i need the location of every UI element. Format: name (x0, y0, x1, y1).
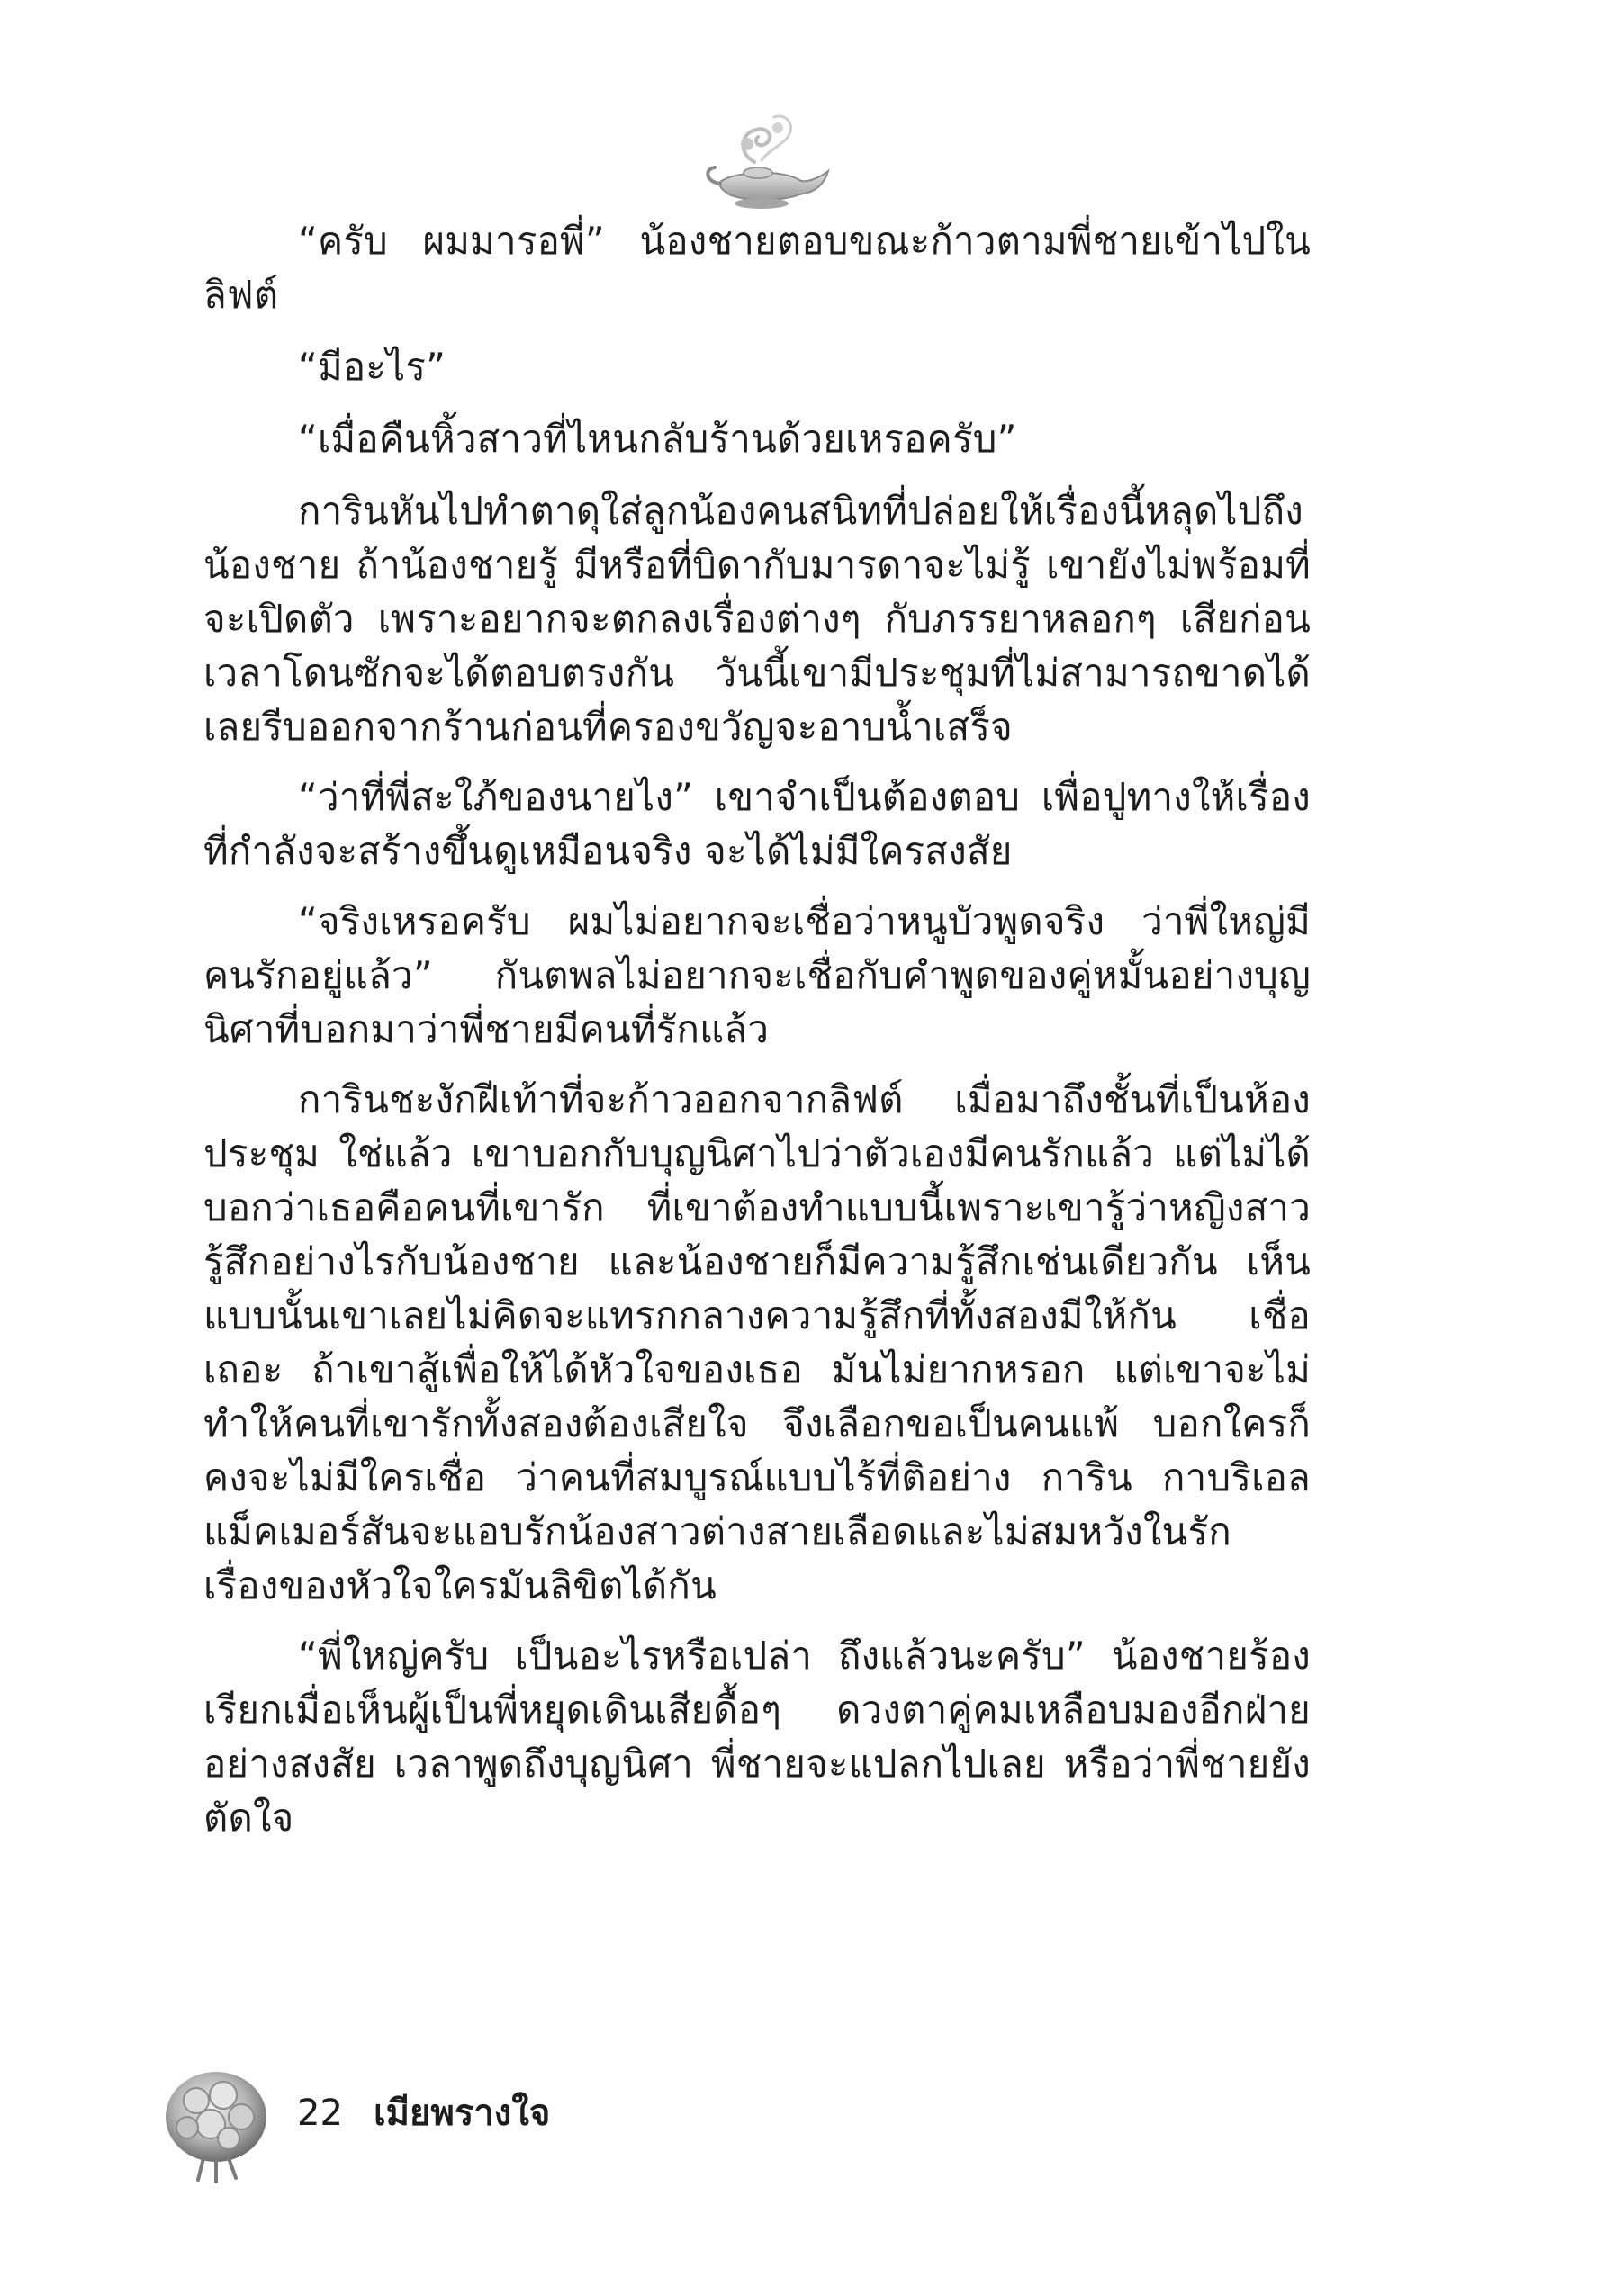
paragraph: “ว่าที่พี่สะใภ้ของนายไง” เขาจำเป็นต้องตอบ เพื่อปูทางให้เรื่องที่กำลังจะสร้างขึ้นดูเหมือนจริง จะได้ไม่มีใครสงสัย (203, 775, 1311, 873)
paragraph: “มีอะไร” (298, 345, 446, 389)
paragraph: การินหันไปทำตาดุใส่ลูกน้องคนสนิทที่ปล่อยให้เรื่องนี้หลุดไปถึงน้องชาย ถ้าน้องชายรู้ มีหรือที่บิดากับมารดาจะไม่รู้ เขายังไม่พร้อมที่จะเปิดตัว เพราะอยากจะตกลงเรื่องต่างๆ กับภรรยาหลอกๆ เสียก่อน เวลาโดนซักจะได้ตอบตรงกัน วันนี้เขามีประชุมที่ไม่สามารถขาดได้ เลยรีบออกจากร้านก่อนที่ครองขวัญจะอาบน้ำเสร็จ (203, 489, 1311, 749)
flower-bouquet-icon (153, 2061, 279, 2187)
lamp-ornament-icon (684, 108, 837, 216)
book-title: เมียพรางใจ (374, 2093, 551, 2134)
body-text (203, 214, 1311, 1861)
page-footer (144, 2061, 684, 2187)
paragraph: การินชะงักฝีเท้าที่จะก้าวออกจากลิฟต์ เมื่อมาถึงชั้นที่เป็นห้องประชุม ใช่แล้ว เขาบอกกับบุญนิศาไปว่าตัวเองมีคนรักแล้ว แต่ไม่ได้บอกว่าเธอคือคนที่เขารัก ที่เขาต้องทำแบบนี้เพราะเขารู้ว่าหญิงสาวรู้สึกอย่างไรกับน้องชาย และน้องชายก็มีความรู้สึกเช่นเดียวกัน เห็นแบบนั้นเขาเลยไม่คิดจะแทรกกลางความรู้สึกที่ทั้งสองมีให้กัน เชื่อเถอะ ถ้าเขาสู้เพื่อให้ได้หัวใจของเธอ มันไม่ยากหรอก แต่เขาจะไม่ทำให้คนที่เขารักทั้งสองต้องเสียใจ จึงเลือกขอเป็นคนแพ้ บอกใครก็คงจะไม่มีใครเชื่อ ว่าคนที่สมบูรณ์แบบไร้ที่ติอย่าง การิน กาบริเอล แม็คเมอร์สันจะแอบรักน้องสาวต่างสายเลือดและไม่สมหวังในรัก เรื่องของหัวใจใครมันลิขิตได้กัน (203, 1077, 1311, 1607)
page-number: 22 (297, 2093, 343, 2134)
paragraph: “เมื่อคืนหิ้วสาวที่ไหนกลับร้านด้วยเหรอครับ” (298, 417, 1017, 461)
paragraph: “จริงเหรอครับ ผมไม่อยากจะเชื่อว่าหนูบัวพูดจริง ว่าพี่ใหญ่มีคนรักอยู่แล้ว” กันตพลไม่อยากจะเชื่อกับคำพูดของคู่หมั้นอย่างบุญนิศาที่บอกมาว่าพี่ชายมีคนที่รักแล้ว (203, 899, 1311, 1051)
paragraph: “ครับ ผมมารอพี่” น้องชายตอบขณะก้าวตามพี่ชายเข้าไปในลิฟต์ (203, 219, 1311, 317)
paragraph: “พี่ใหญ่ครับ เป็นอะไรหรือเปล่า ถึงแล้วนะครับ” น้องชายร้องเรียกเมื่อเห็นผู้เป็นพี่หยุดเดินเสียดื้อๆ ดวงตาคู่คมเหลือบมองอีกฝ่ายอย่างสงสัย เวลาพูดถึงบุญนิศา พี่ชายจะแปลกไปเลย หรือว่าพี่ชายยังตัดใจ (203, 1634, 1311, 1840)
